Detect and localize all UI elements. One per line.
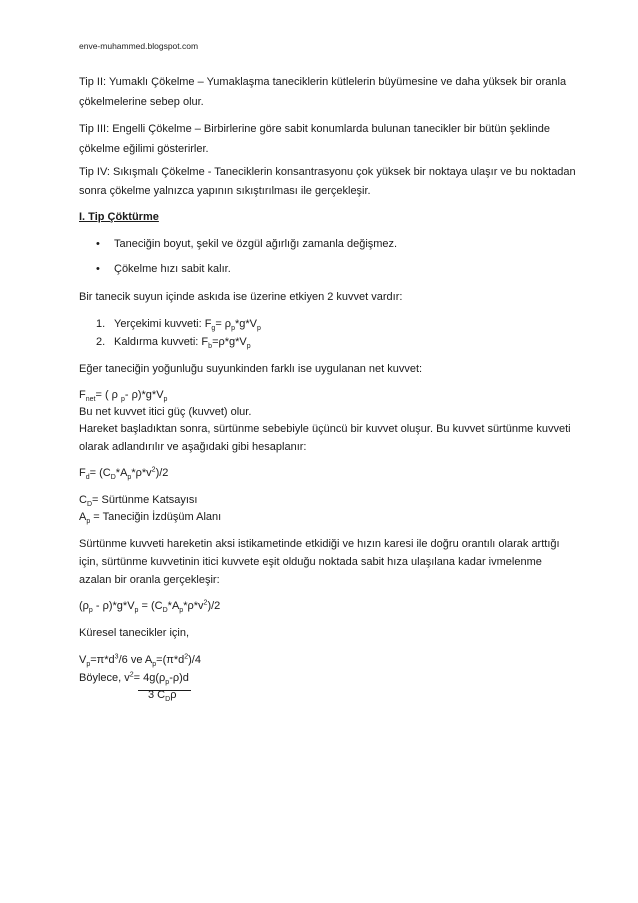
list-number-2: 2. [96, 336, 106, 348]
paragraph-forces-intro: Bir tanecik suyun içinde askıda ise üzerine etkiyen 2 kuvvet vardır: [79, 291, 403, 303]
force-buoyancy: Kaldırma kuvveti: $F_b=\rho*g*V_p$ [114, 336, 251, 351]
bullet-item-2: Çökelme hızı sabit kalır. [114, 263, 231, 275]
paragraph-spherical: Küresel tanecikler için, [79, 627, 190, 639]
equation-drag-force: $F_d= (C_D*A_p*\rho*v^2)/2$ [79, 466, 169, 482]
equation-velocity-denominator: 3 $C_D\rho$ [148, 689, 177, 704]
paragraph-tip3-line1: Tip III: Engelli Çökelme – Birbirlerine göre sabit konumlarda bulunan tanecikler bir bütün şeklinde [79, 123, 551, 135]
paragraph-terminal-line3: azalan bir oranla gerçekleşir: [79, 574, 220, 586]
equation-net-force: $F_{net}=$ ( ρ $_p$- $\rho)*g*V_p$ [79, 389, 168, 404]
definition-ap: $A_p$ = Taneciğin İzdüşüm Alanı [79, 511, 222, 526]
bullet-item-1: Taneciğin boyut, şekil ve özgül ağırlığı zamanla değişmez. [114, 238, 398, 250]
paragraph-drive-force: Bu net kuvvet itici güç (kuvvet) olur. [79, 406, 252, 418]
definition-cd: $C_D=$ Sürtünme Katsayısı [79, 494, 198, 509]
list-number-1: 1. [96, 318, 106, 330]
paragraph-terminal-line1: Sürtünme kuvveti hareketin aksi istikametinde etkidiği ve hızın karesi ile doğru orantılı olarak arttığı [79, 538, 560, 550]
section-heading: I. Tip Çöktürme [79, 211, 159, 223]
paragraph-friction-line2: olarak adlandırılır ve aşağıdaki gibi hesaplanır: [79, 441, 307, 453]
page-header: enve-muhammed.blogspot.com [79, 41, 199, 51]
paragraph-tip2-line1: Tip II: Yumaklı Çökelme – Yumaklaşma taneciklerin kütlelerin büyümesine ve daha yüksek bir oranla [79, 76, 567, 88]
equation-volume-area: $V_p=\pi*d^3/6$ ve $A_p=(\pi*d^2)/4$ [79, 653, 201, 669]
equation-velocity: Böylece, $v^2= 4g(\rho_p-\rho)d$ [79, 671, 189, 687]
paragraph-tip2-line2: çökelmelerine sebep olur. [79, 96, 204, 108]
bullet-marker: • [96, 238, 100, 250]
paragraph-tip3-line2: çökelme eğilimi gösterirler. [79, 143, 209, 155]
bullet-marker: • [96, 263, 100, 275]
paragraph-friction-line1: Hareket başladıktan sonra, sürtünme sebebiyle üçüncü bir kuvvet oluşur. Bu kuvvet sürtünme kuvveti [79, 423, 571, 435]
paragraph-terminal-line2: için, sürtünme kuvvetinin itici kuvvete eşit olduğu noktada sabit hıza ulaşılana kadar ivmelenme [79, 556, 542, 568]
paragraph-net-force-intro: Eğer taneciğin yoğunluğu suyunkinden farklı ise uygulanan net kuvvet: [79, 363, 423, 375]
force-gravity: Yerçekimi kuvveti: $F_g= \rho_p*g*V_p$ [114, 318, 261, 333]
paragraph-tip4-line2: sonra çökelme yalnızca yapının sıkıştırılması ile gerçekleşir. [79, 185, 371, 197]
paragraph-tip4-line1: Tip IV: Sıkışmalı Çökelme - Taneciklerin konsantrasyonu çok yüksek bir noktaya ulaşır ve bu noktadan [79, 166, 576, 178]
equation-balance: $(\rho_p - \rho)*g*V_p = (C_D*A_p*\rho*v^2)/2$ [79, 599, 221, 615]
